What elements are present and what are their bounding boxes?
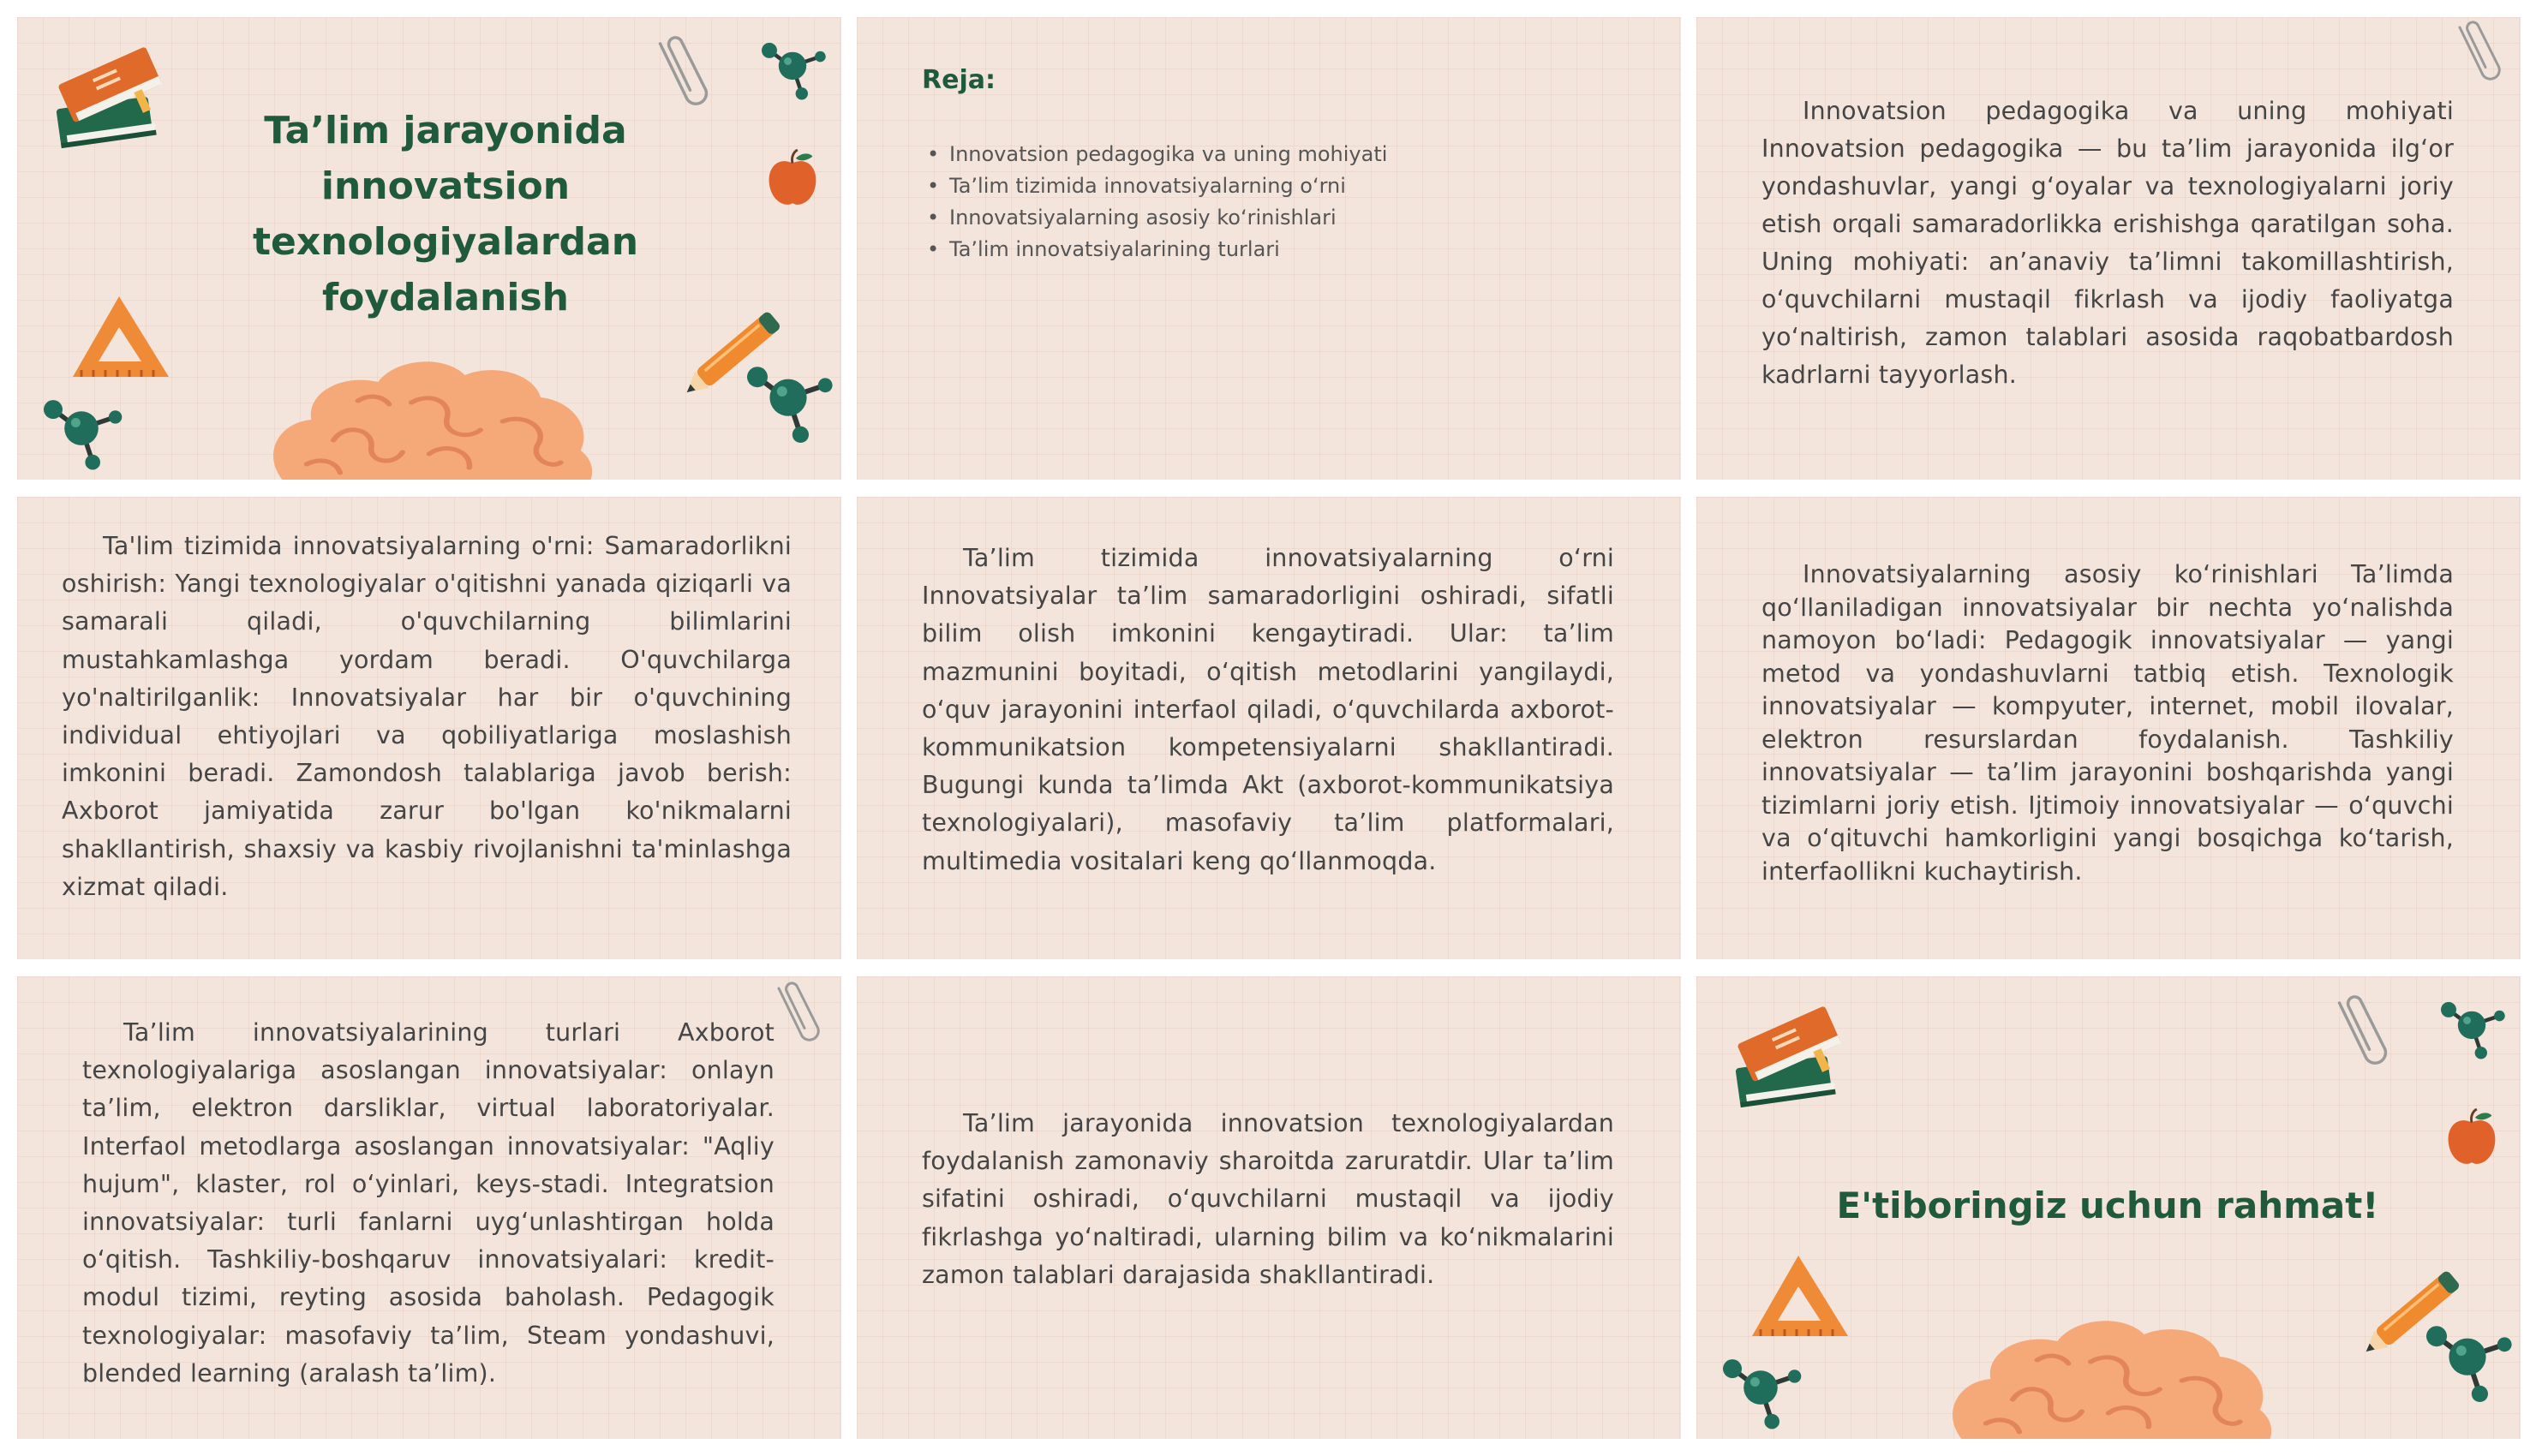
thank-you-title: E'tiboringiz uchun rahmat! [1836,1184,2379,1226]
brain-icon [1941,1310,2276,1439]
molecule-icon [34,394,129,480]
slide-title [17,17,841,480]
slide-innovation-forms [1696,497,2521,959]
ruler-triangle-icon [1739,1250,1859,1345]
plan-item: • Innovatsiyalarning asosiy ko‘rinishlari [949,202,1387,234]
molecule-icon [2416,1319,2519,1413]
slide-body-text: Ta'lim tizimida innovatsiyalarning o'rni: Samaradorlikni oshirish: Yangi texnologiyalar o'qitishni yanada qiziqarli va samarali qiladi, o'quvchilarning bilimlarini mustahkamlashga yordam beradi. O'quvchilarga yo'naltirilganlik: Innovatsiyalar har bir o'quvchining individual ehtiyojlari va qobiliyatlariga moslashish imkonini beradi. Zamondosh talablariga javob berish: Axborot jamiyatida zarur bo'lgan ko'nikmalarni shakllantirish, shaxsiy va kasbiy rivojlanishni ta'minlashga xizmat qiladi. [62,532,792,901]
plan-item: • Ta’lim tizimida innovatsiyalarning o‘rni [949,170,1387,202]
plan-list [949,139,1387,266]
molecule-icon [1714,1353,1808,1439]
slide-plan [857,17,1681,480]
slide-conclusion [857,976,1681,1439]
slide-innovation-role-1 [17,497,841,959]
presentation-title: Ta’lim jarayonida innovatsion texnologiyalardan foydalanish [252,109,639,319]
apple-icon [2442,1105,2502,1173]
paperclip-icon [2330,990,2390,1076]
slide-body-text: Innovatsiyalarning asosiy ko‘rinishlari Ta’limda qo‘llaniladigan innovatsiyalar bir nechta yo‘nalishda namoyon bo‘ladi: Pedagogik innovatsiyalar — yangi metod va yondashuvlarni tatbiq etish. Texnologik innovatsiyalar — kompyuter, internet, mobil ilovalar, elektron resurslardan foydalanish. Tashkiliy innovatsiyalar — ta’lim jarayonini boshqarishda yangi tizimlarni joriy etish. Ijtimoiy innovatsiyalar — o‘quvchi va o‘qituvchi hamkorligini yangi bosqichga ko‘tarish, interfaollikni kuchaytirish. [1761,560,2454,886]
brain-icon [262,351,596,480]
slide-body-text: Ta’lim innovatsiyalarining turlari Axborot texnologiyalariga asoslangan innovatsiyalar: onlayn ta’lim, elektron darsliklar, virtual laboratoriyalar. Interfaol metodlarga asoslangan innovatsiyalar: "Aqliy hujum", klaster, rol o‘yinlari, keys-stadi. Integratsion innovatsiyalar: turli fanlarni uyg‘unlashtirgan holda o‘qitish. Tashkiliy-boshqaruv innovatsiyalari: kredit-modul tizimi, reyting asosida baholash. Pedagogik texnologiyalar: masofaviy ta’lim, Steam yondashuvi, blended learning (aralash ta’lim). [82,1018,775,1387]
molecule-icon [737,360,840,454]
slide-body-text: Ta’lim jarayonida innovatsion texnologiyalardan foydalanish zamonaviy sharoitda zaruratdir. Ular ta’lim sifatini oshiradi, o‘quvchilarni mustaqil va ijodiy fikrlashga yo‘naltiradi, ularning bilim va ko‘nikmalarini zamon talablari darajasida shakllantiradi. [922,1109,1614,1289]
slide-thanks [1696,976,2521,1439]
slide-body-text: Innovatsion pedagogika va uning mohiyati Innovatsion pedagogika — bu ta’lim jarayonida ilg‘or yondashuvlar, yangi g‘oyalar va texnologiyalarni joriy etish orqali samaradorlikka erishishga qaratilgan soha. Uning mohiyati: an’anaviy ta’limni takomillashtirish, o‘quvchilarni mustaqil fikrlash va ijodiy faoliyatga yo‘naltirish, zamon talablari asosida raqobatbardosh kadrlarni tayyorlash. [1761,97,2454,389]
apple-icon [763,146,822,214]
paperclip-icon [2452,17,2503,92]
plan-item: • Ta’lim innovatsiyalarining turlari [949,234,1387,266]
plan-heading: Reja: [922,65,996,95]
ruler-triangle-icon [60,291,180,385]
books-icon [1722,1000,1842,1112]
molecule-icon [754,34,831,111]
slide-innovative-pedagogy [1696,17,2521,480]
slide-body-text: Ta’lim tizimida innovatsiyalarning o‘rni Innovatsiyalar ta’lim samaradorligini oshiradi, sifatli bilim olish imkonini kengaytiradi. Ular: ta’lim mazmunini boyitadi, o‘qitish metodlarini yangilaydi, o‘quv jarayonini interfaol qiladi, o‘quvchilarda axborot-kommunikatsion kompetensiyalarni shakllantiradi. Bugungi kunda ta’limda Akt (axborot-kommunikatsiya texnologiyalari), masofaviy ta’lim platformalari, multimedia vositalari keng qo‘llanmoqda. [922,544,1614,875]
plan-item: • Innovatsion pedagogika va uning mohiyati [949,139,1387,170]
molecule-icon [2433,994,2510,1071]
slide-innovation-types [17,976,841,1439]
slide-innovation-role-2 [857,497,1681,959]
paperclip-icon [771,976,822,1053]
books-icon [43,41,163,152]
